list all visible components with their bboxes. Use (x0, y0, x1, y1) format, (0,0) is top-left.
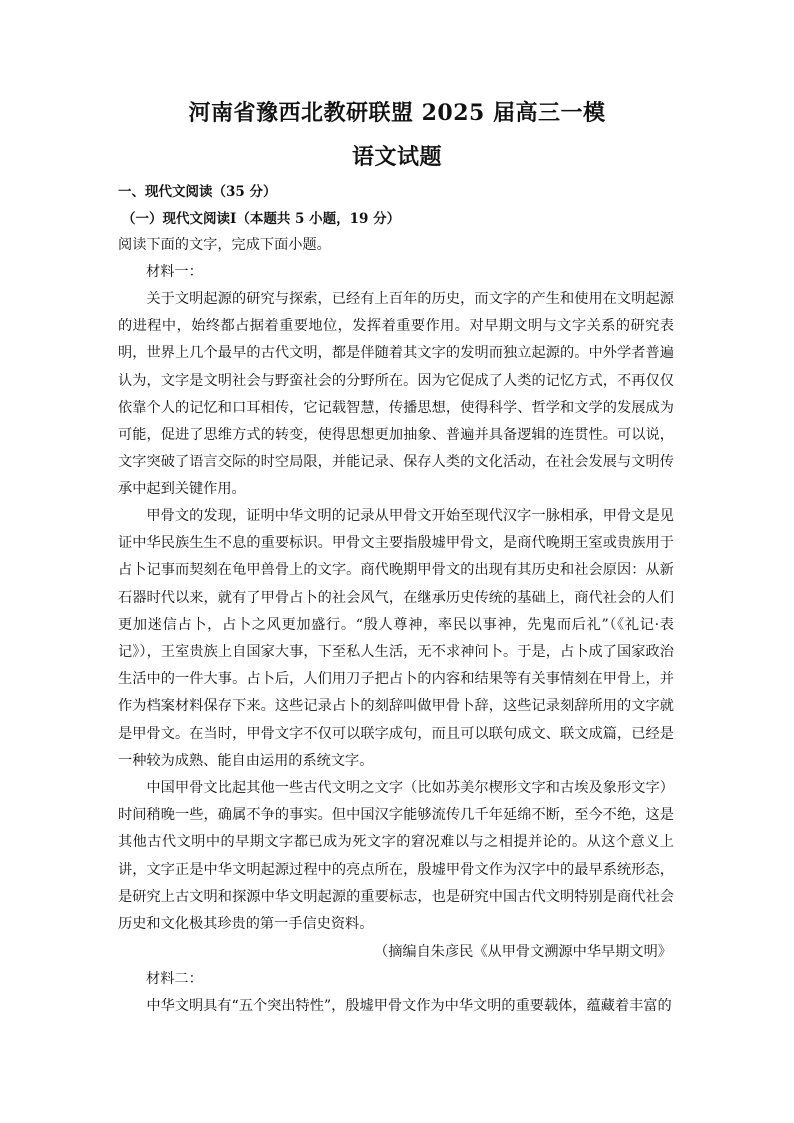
section-heading-part1-1: （一）现代文阅读Ⅰ（本题共 5 小题，19 分） (122, 211, 401, 227)
material2-paragraph-1 (118, 993, 674, 1020)
exam-title: 河南省豫西北教研联盟 2025 届高三一模 (188, 100, 606, 126)
material1-source: （摘编自朱彦民《从甲骨文溯源中华早期文明》 (374, 944, 672, 960)
material1-label: 材料一： (146, 264, 203, 280)
paragraph-text: 关于文明起源的研究与探索，已经有上百年的历史，而文字的产生和使用在文明起源的进程中，始终都占据着重要地位，发挥着重要作用。对早期文明与文字关系的研究表明，世界上几个最早的古代文明，都是伴随着其文字的发明而独立起源的。中外学者普遍认为，文字是文明社会与野蛮社会的分野所在。因为它促成了人类的记忆方式，不再仅仅依靠个人的记忆和口耳相传，它记载智慧，传播思想，使得科学、哲学和文学的发展成为可能，促进了思维方式的转变，使得思想更加抽象、普遍并具备逻辑的连贯性。可以说，文字突破了语言交际的时空局限，并能记录、保存人类的文化活动，在社会发展与文明传承中起到关键作用。 (118, 291, 674, 498)
paragraph-text: 甲骨文的发现，证明中华文明的记录从甲骨文开始至现代汉字一脉相承，甲骨文是见证中华民族生生不息的重要标识。甲骨文主要指殷墟甲骨文，是商代晚期王室或贵族用于占卜记事而契刻在龟甲兽骨上的文字。商代晚期甲骨文的出现有其历史和社会原因：从新石器时代以来，就有了甲骨占卜的社会风气，在继承历史传统的基础上，商代社会的人们更加迷信占卜，占卜之风更加盛行。“殷人尊神，率民以事神，先鬼而后礼”（《礼记·表记》），王室贵族上自国家大事，下至私人生活，无不求神问卜。于是，占卜成了国家政治生活中的一件大事。占卜后，人们用刀子把占卜的内容和结果等有关事情刻在甲骨上，并作为档案材料保存下来。这些记录占卜的刻辞叫做甲骨卜辞，这些记录刻辞所用的文字就是甲骨文。在当时，甲骨文字不仅可以联字成句，而且可以联句成文、联文成篇，已经是一种较为成熟、能自由运用的系统文字。 (118, 508, 674, 769)
material1-paragraph-1 (118, 286, 674, 504)
exam-subtitle: 语文试题 (351, 144, 442, 170)
reading-instruction: 阅读下面的文字，完成下面小题。 (118, 237, 331, 253)
paragraph-text: 中华文明具有“五个突出特性”，殷墟甲骨文作为中华文明的重要载体，蕴藏着丰富的 (146, 998, 672, 1014)
section-heading-part1: 一、现代文阅读（35 分） (118, 184, 277, 200)
material1-paragraph-2 (118, 503, 674, 775)
material1-paragraph-3 (118, 775, 674, 938)
material2-label: 材料二： (146, 971, 203, 987)
paragraph-text: 中国甲骨文比起其他一些古代文明之文字（比如苏美尔楔形文字和古埃及象形文字）时间稍晚一些，确属不争的事实。但中国汉字能够流传几千年延绵不断，至今不绝，这是其他古代文明中的早期文字都已成为死文字的窘况难以与之相提并论的。从这个意义上讲，文字正是中华文明起源过程中的亮点所在，殷墟甲骨文作为汉字中的最早系统形态，是研究上古文明和探源中华文明起源的重要标志，也是研究中国古代文明特别是商代社会历史和文化极其珍贵的第一手信史资料。 (118, 780, 674, 933)
